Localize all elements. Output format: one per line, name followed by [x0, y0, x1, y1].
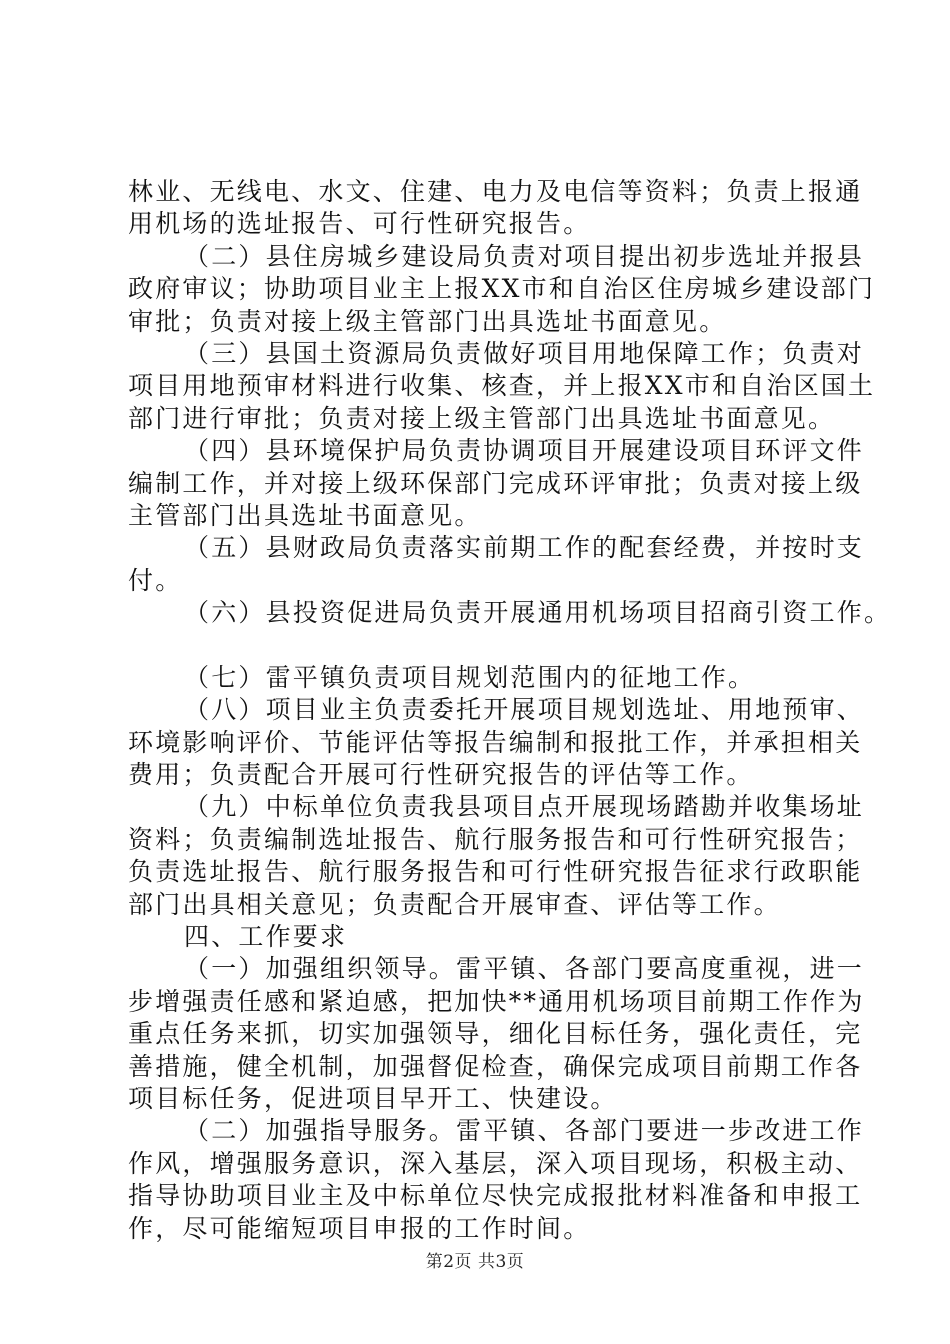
text-line: 重点任务来抓，切实加强领导，细化目标任务，强化责任，完: [128, 1019, 863, 1049]
paragraph-line: （八）项目业主负责委托开展项目规划选址、用地预审、: [184, 695, 865, 725]
text-line: 编制工作，并对接上级环保部门完成环评审批；负责对接上级: [128, 468, 863, 498]
paragraph-gap: [128, 630, 828, 662]
text-line: 善措施，健全机制，加强督促检查，确保完成项目前期工作各: [128, 1051, 863, 1081]
text-line: 林业、无线电、水文、住建、电力及电信等资料；负责上报通: [128, 177, 863, 206]
paragraph-line: （九）中标单位负责我县项目点开展现场踏勘并收集场址: [184, 792, 865, 822]
text-line: 项目标任务，促进项目早开工、快建设。: [128, 1083, 618, 1113]
text-line: 项目用地预审材料进行收集、核查，并上报XX市和自治区国土: [128, 371, 876, 401]
text-line: 作风，增强服务意识，深入基层，深入项目现场，积极主动、: [128, 1148, 863, 1178]
document-body: [128, 176, 892, 1245]
text-line: 资料；负责编制选址报告、航行服务报告和可行性研究报告；: [128, 824, 863, 854]
text-line: 主管部门出具选址书面意见。: [128, 501, 482, 531]
text-line: 用机场的选址报告、可行性研究报告。: [128, 209, 591, 239]
page-footer: 第2页 共3页: [425, 1252, 525, 1272]
text-line: 付。: [128, 565, 183, 595]
section-heading: 四、工作要求: [184, 921, 348, 951]
text-line: 作，尽可能缩短项目申报的工作时间。: [128, 1213, 591, 1243]
paragraph-line: （二）加强指导服务。雷平镇、各部门要进一步改进工作: [184, 1116, 865, 1146]
paragraph-line: （五）县财政局负责落实前期工作的配套经费，并按时支: [184, 533, 865, 563]
text-line: 部门出具相关意见；负责配合开展审查、评估等工作。: [128, 889, 781, 919]
paragraph-line: （一）加强组织领导。雷平镇、各部门要高度重视，进一: [184, 954, 865, 984]
text-line: 指导协助项目业主及中标单位尽快完成报批材料准备和申报工: [128, 1181, 863, 1211]
text-line: 政府审议；协助项目业主上报XX市和自治区住房城乡建设部门: [128, 274, 876, 304]
paragraph-line: （三）县国土资源局负责做好项目用地保障工作；负责对: [184, 339, 865, 369]
text-line: 步增强责任感和紧迫感，把加快**通用机场项目前期工作作为: [128, 986, 865, 1016]
text-line: 审批；负责对接上级主管部门出具选址书面意见。: [128, 306, 727, 336]
paragraph-line: （四）县环境保护局负责协调项目开展建设项目环评文件: [184, 436, 865, 466]
paragraph-line: （二）县住房城乡建设局负责对项目提出初步选址并报县: [184, 241, 865, 271]
text-line: 费用；负责配合开展可行性研究报告的评估等工作。: [128, 759, 754, 789]
paragraph-line: （六）县投资促进局负责开展通用机场项目招商引资工作。: [184, 598, 892, 628]
paragraph-line: （七）雷平镇负责项目规划范围内的征地工作。: [184, 662, 756, 692]
text-line: 负责选址报告、航行服务报告和可行性研究报告征求行政职能: [128, 857, 863, 887]
text-line: 部门进行审批；负责对接上级主管部门出具选址书面意见。: [128, 403, 836, 433]
text-line: 环境影响评价、节能评估等报告编制和报批工作，并承担相关: [128, 727, 863, 757]
